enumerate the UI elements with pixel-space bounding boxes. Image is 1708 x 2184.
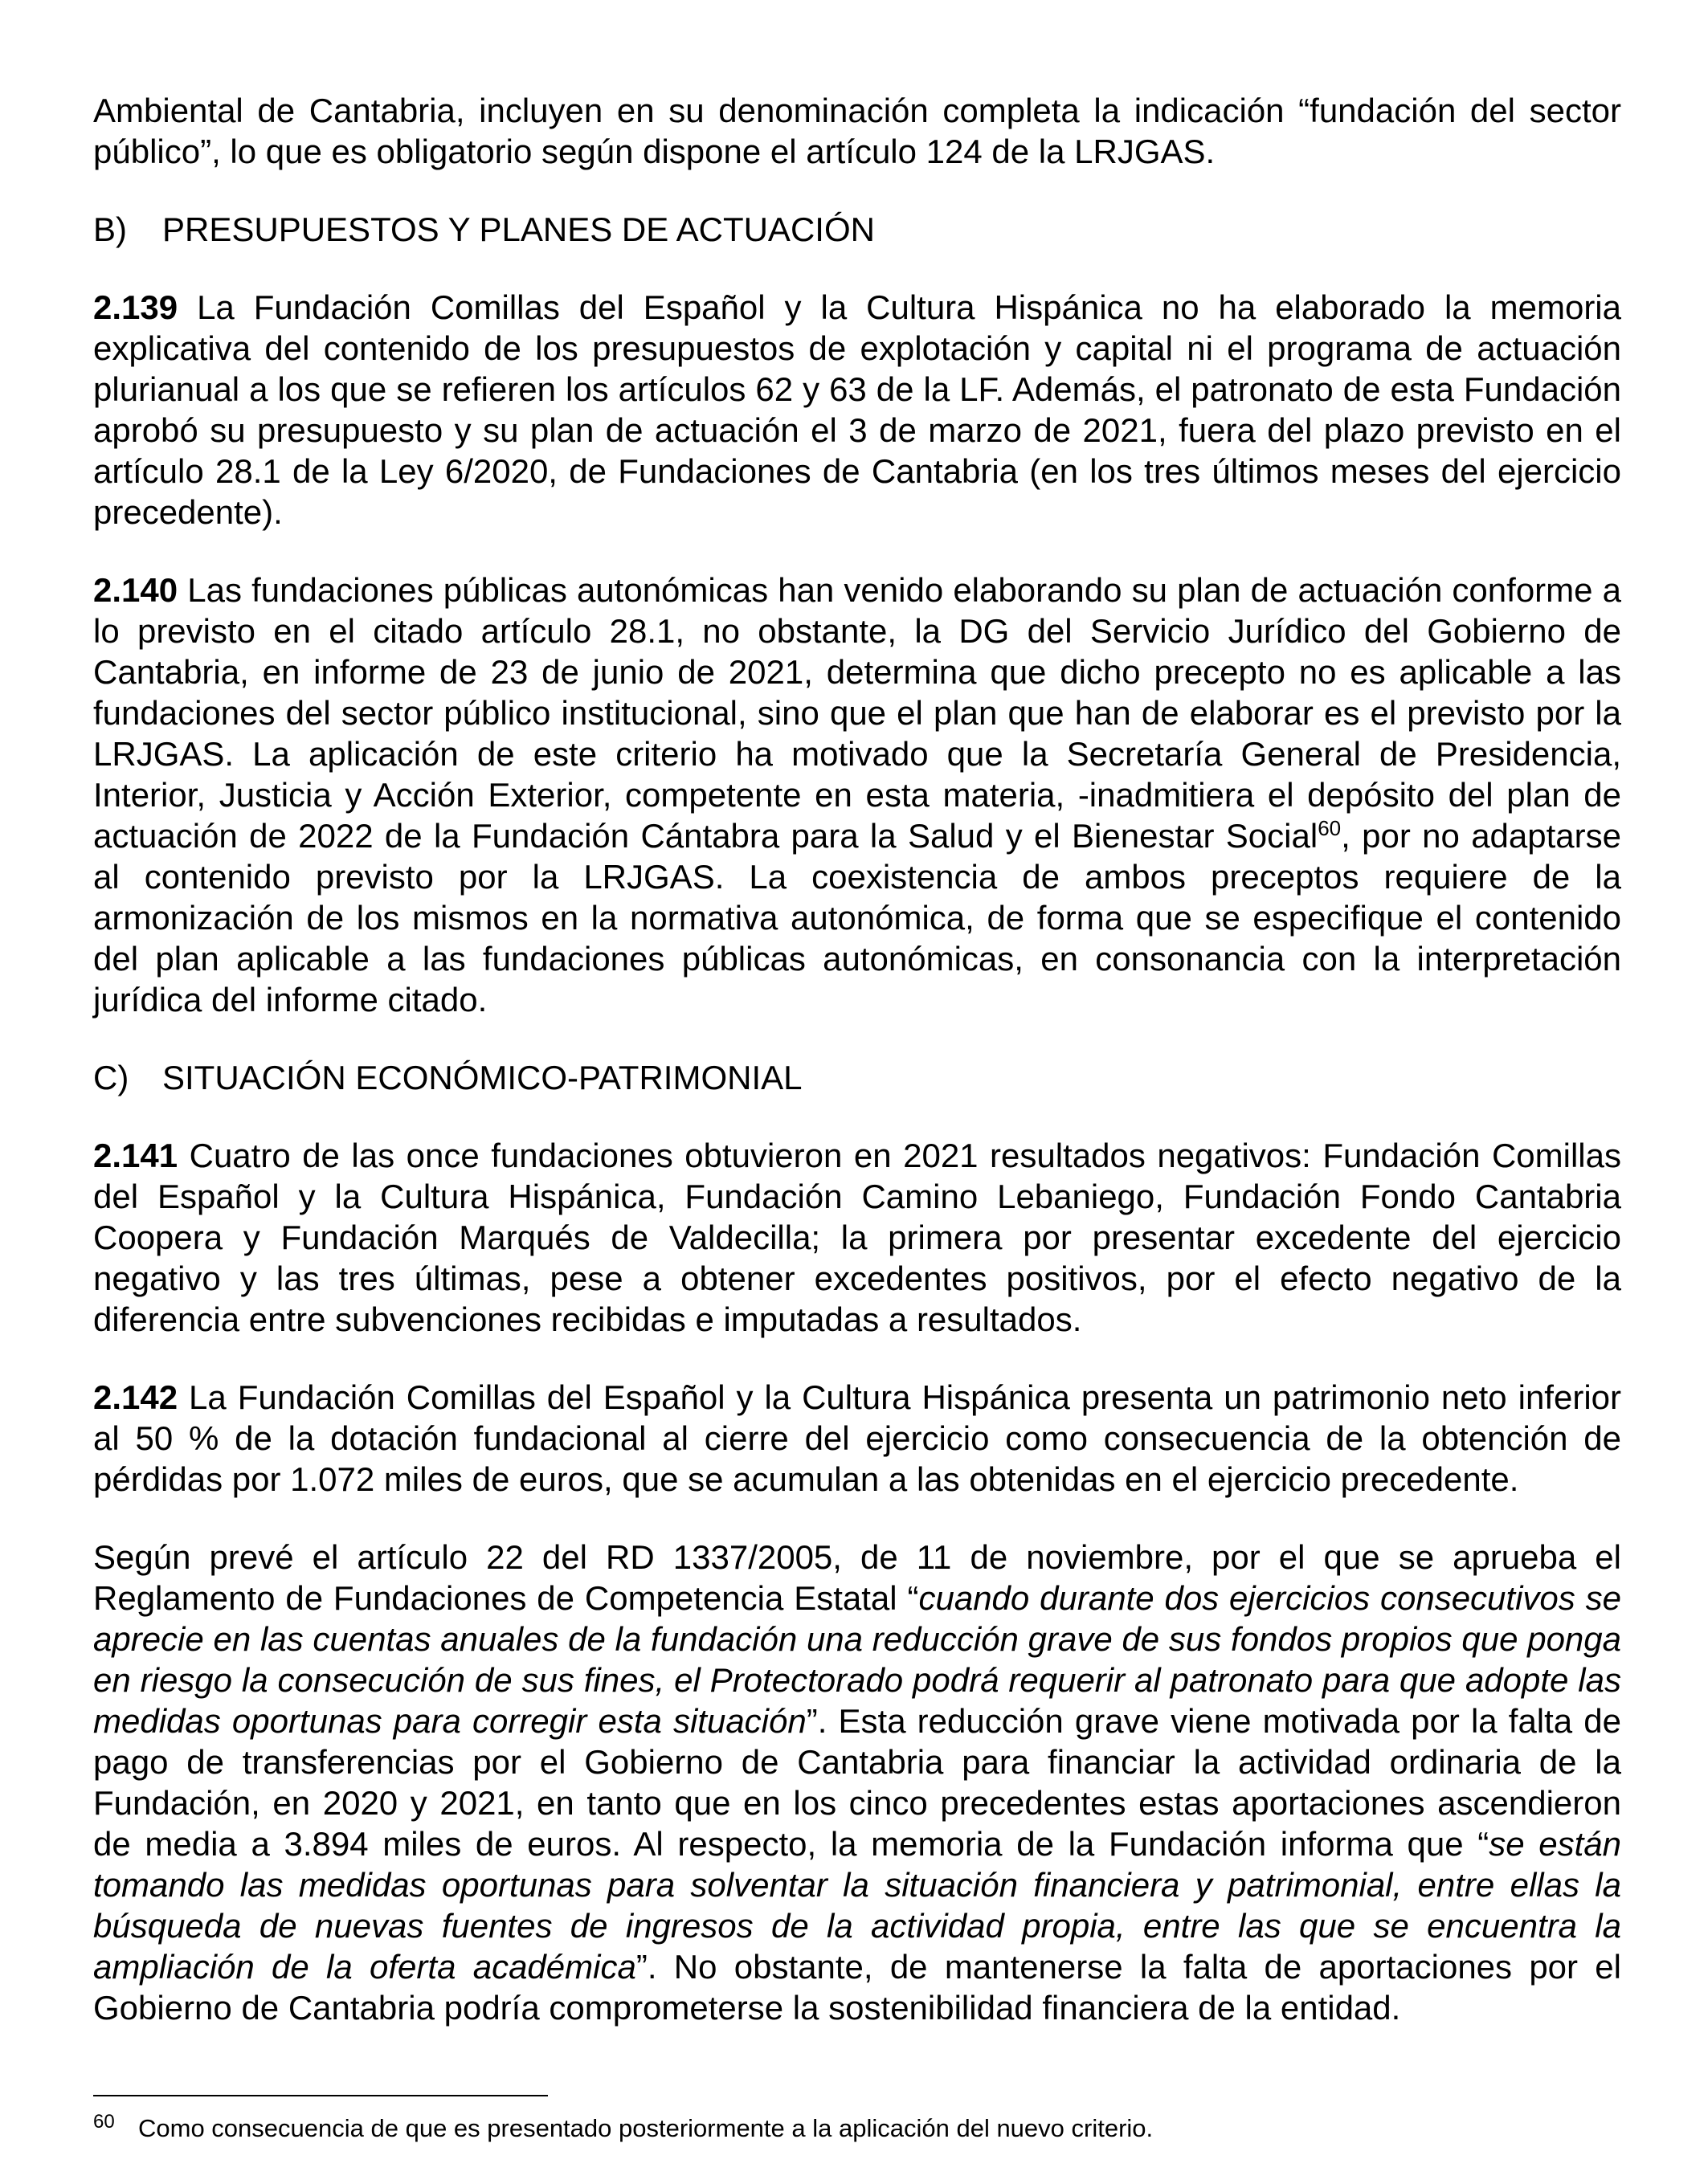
section-c-letter: C) [93,1059,129,1096]
section-c-title: SITUACIÓN ECONÓMICO-PATRIMONIAL [162,1059,803,1096]
document-body [93,90,1621,2065]
paragraph-number: 2.140 [93,571,178,609]
paragraph-segun [93,1537,1621,2028]
paragraph-text: La Fundación Comillas del Español y la Cultura Hispánica presenta un patrimonio neto inferior al 50 % de la dotación fundacional al cierre del ejercicio como consecuencia de la obtención de pérdidas por 1.072 miles de euros, que se acumulan a las obtenidas en el ejercicio precedente. [93,1378,1621,1498]
paragraph-text: ”. Esta reducción grave viene motivada por la falta de pago de transferencias por el Gobierno de Cantabria para financiar la actividad ordinaria de la Fundación, en 2020 y 2021, en tanto que en los cinco precedentes estas aportaciones ascendieron de media a 3.894 miles de euros. Al respecto, la memoria de la Fundación informa que “ [93,1702,1621,1863]
paragraph-text: Según prevé el artículo 22 del RD 1337/2005, de 11 de noviembre, por el que se aprueba el Reglamento de Fundaciones de Competencia Estatal “ [93,1538,1621,1617]
quoted-text: cuando durante dos ejercicios consecutivos se aprecie en las cuentas anuales de la fundación una reducción grave de sus fondos propios que ponga en riesgo la consecución de sus fines, el Protectorado podrá requerir al patronato para que adopte las medidas oportunas para corregir esta situación [93,1579,1621,1740]
paragraph-text: Las fundaciones públicas autonómicas han venido elaborando su plan de actuación conforme a lo previsto en el citado artículo 28.1, no obstante, la DG del Servicio Jurídico del Gobierno de Cantabria, en informe de 23 de junio de 2021, determina que dicho precepto no es aplicable a las fundaciones del sector público institucional, sino que el plan que han de elaborar es el previsto por la LRJGAS. La aplicación de este criterio ha motivado que la Secretaría General de Presidencia, Interior, Justicia y Acción Exterior, competente en esta materia, -inadmitiera el depósito del plan de actuación de 2022 de la Fundación Cántabra para la Salud y el Bienestar Social [93,571,1621,855]
paragraph-number: 2.142 [93,1378,178,1416]
paragraph-number: 2.139 [93,288,178,326]
paragraph-number: 2.141 [93,1137,178,1174]
intro-text: Ambiental de Cantabria, incluyen en su denominación completa la indicación “fundación del sector público”, lo que es obligatorio según dispone el artículo 124 de la LRJGAS. [93,92,1621,170]
footnote-separator [93,2095,548,2096]
section-b-letter: B) [93,210,127,248]
paragraph-text: ”. No obstante, de mantenerse la falta de aportaciones por el Gobierno de Cantabria podría comprometerse la sostenibilidad financiera de la entidad. [93,1948,1621,2027]
paragraph-2-139 [93,287,1621,533]
footnote: 60 Como consecuencia de que es presentado posteriormente a la aplicación del nuevo criterio. [93,2110,1154,2142]
paragraph-text: , por no adaptarse al contenido previsto por la LRJGAS. La coexistencia de ambos preceptos requiere de la armonización de los mismos en la normativa autonómica, de forma que se especifique el contenido del plan aplicable a las fundaciones públicas autonómicas, en consonancia con la interpretación jurídica del informe citado. [93,817,1621,1019]
section-c-heading [93,1057,1621,1098]
section-b-title: PRESUPUESTOS Y PLANES DE ACTUACIÓN [162,210,875,248]
paragraph-text: La Fundación Comillas del Español y la Cultura Hispánica no ha elaborado la memoria explicativa del contenido de los presupuestos de explotación y capital ni el programa de actuación plurianual a los que se refieren los artículos 62 y 63 de la LF. Además, el patronato de esta Fundación aprobó su presupuesto y su plan de actuación el 3 de marzo de 2021, fuera del plazo previsto en el artículo 28.1 de la Ley 6/2020, de Fundaciones de Cantabria (en los tres últimos meses del ejercicio precedente). [93,288,1621,531]
section-b-heading [93,209,1621,250]
quoted-text: se están tomando las medidas oportunas para solventar la situación financiera y patrimonial, entre ellas la búsqueda de nuevas fuentes de ingresos de la actividad propia, entre las que se encuentra la ampliación de la oferta académica [93,1825,1621,1986]
paragraph-2-142 [93,1377,1621,1500]
paragraph-2-141 [93,1135,1621,1340]
intro-paragraph [93,90,1621,172]
paragraph-2-140 [93,569,1621,1020]
footnote-text: Como consecuencia de que es presentado posteriormente a la aplicación del nuevo criterio. [138,2114,1154,2142]
paragraph-text: Cuatro de las once fundaciones obtuvieron en 2021 resultados negativos: Fundación Comillas del Español y la Cultura Hispánica, Fundación Camino Lebaniego, Fundación Fondo Cantabria Coopera y Fundación Marqués de Valdecilla; la primera por presentar excedente del ejercicio negativo y las tres últimas, pese a obtener excedentes positivos, por el efecto negativo de la diferencia entre subvenciones recibidas e imputadas a resultados. [93,1137,1621,1338]
footnote-reference[interactable]: 60 [1318,816,1342,840]
